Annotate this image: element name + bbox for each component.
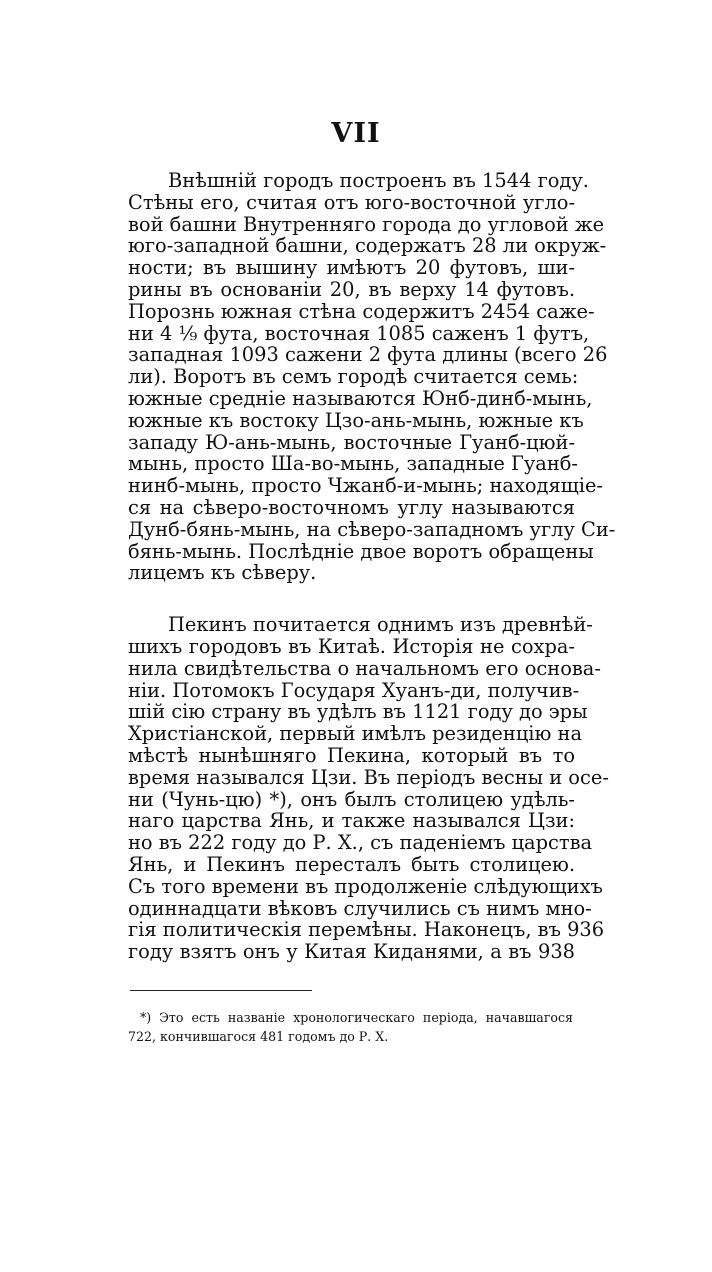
text-line: ности; въ вышину имѣютъ 20 футовъ, ши-	[128, 256, 575, 280]
paragraph-gap	[128, 584, 575, 614]
text-line: одиннадцати вѣковъ случились съ нимъ мно-	[128, 896, 592, 920]
text-line: мынь, просто Ша-во-мынь, западные Гуанб-	[128, 452, 578, 476]
text-line: Стѣны его, считая отъ юго-восточной угло-	[128, 190, 575, 214]
text-line: ли). Воротъ въ семъ городѣ считается семь:	[128, 365, 579, 389]
text-line: южные средніе называются Юнб-динб-мынь,	[128, 386, 593, 410]
text-line: наго царства Янь, и также назывался Цзи:	[128, 809, 575, 833]
text-line: юго-западной башни, содержатъ 28 ли окруж-	[128, 234, 607, 258]
text-line: шихъ городовъ въ Китаѣ. Исторія не сохра-	[128, 634, 575, 658]
text-line: нинб-мынь, просто Чжанб-и-мынь; находящіе-	[128, 474, 603, 498]
body-text	[128, 169, 616, 964]
text-line: Порознь южная стѣна содержитъ 2454 саже-	[128, 299, 595, 323]
text-line: западная 1093 сажени 2 фута длины (всего 26	[128, 343, 608, 367]
text-line: западу Ю-ань-мынь, восточные Гуанб-цюй-	[128, 430, 575, 454]
text-line: но въ 222 году до Р. Х., съ паденіемъ царства	[128, 831, 593, 855]
text-line: лицемъ къ сѣверу.	[128, 561, 317, 585]
footnote	[128, 1008, 573, 1046]
text-line: году взятъ онъ у Китая Киданями, а въ 938	[128, 940, 575, 964]
text-line: Дунб-бянь-мынь, на сѣверо-западномъ углу Си-	[128, 517, 616, 541]
text-line: ся на сѣверо-восточномъ углу называются	[128, 495, 575, 519]
text-line: Съ того времени въ продолженіе слѣдующихъ	[128, 874, 603, 898]
text-line: нила свидѣтельства о начальномъ его основа-	[128, 656, 601, 680]
text-line: южные къ востоку Цзо-ань-мынь, южные къ	[128, 408, 584, 432]
text-line: шій сію страну въ удѣлъ въ 1121 году до эры	[128, 700, 588, 724]
text-line: ни (Чунь-цю) *), онъ былъ столицею удѣль-	[128, 787, 575, 811]
footnote-divider	[130, 990, 312, 991]
text-line: рины въ основаніи 20, въ верху 14 футовъ.	[128, 277, 575, 301]
text-line: Янь, и Пекинъ пересталъ быть столицею.	[128, 852, 575, 876]
footnote-line: 722, кончившагося 481 годомъ до Р. Х.	[128, 1029, 389, 1044]
text-line: ніи. Потомокъ Государя Хуанъ-ди, получив-	[128, 678, 580, 702]
paragraph-outer-city	[128, 169, 616, 585]
page-number: VII	[331, 118, 381, 149]
text-line: мѣстѣ нынѣшняго Пекина, который въ то	[128, 743, 575, 767]
text-line: гія политическія перемѣны. Наконецъ, въ 936	[128, 918, 605, 942]
text-line: Пекинъ почитается однимъ изъ древнѣй-	[168, 613, 593, 637]
footnote-line: *) Это есть названіе хронологическаго періода, начавшагося	[140, 1010, 573, 1025]
text-line: время назывался Цзи. Въ періодъ весны и осе-	[128, 765, 609, 789]
text-line: Христіанской, первый имѣлъ резиденцію на	[128, 722, 583, 746]
text-line: ни 4 ⅑ фута, восточная 1085 саженъ 1 футъ,	[128, 321, 590, 345]
text-line: бянь-мынь. Послѣдніе двое воротъ обращены	[128, 539, 594, 563]
text-line: вой башни Внутренняго города до угловой же	[128, 212, 605, 236]
paragraph-peking-history	[128, 613, 609, 964]
text-line: Внѣшній городъ построенъ въ 1544 году.	[168, 169, 589, 192]
